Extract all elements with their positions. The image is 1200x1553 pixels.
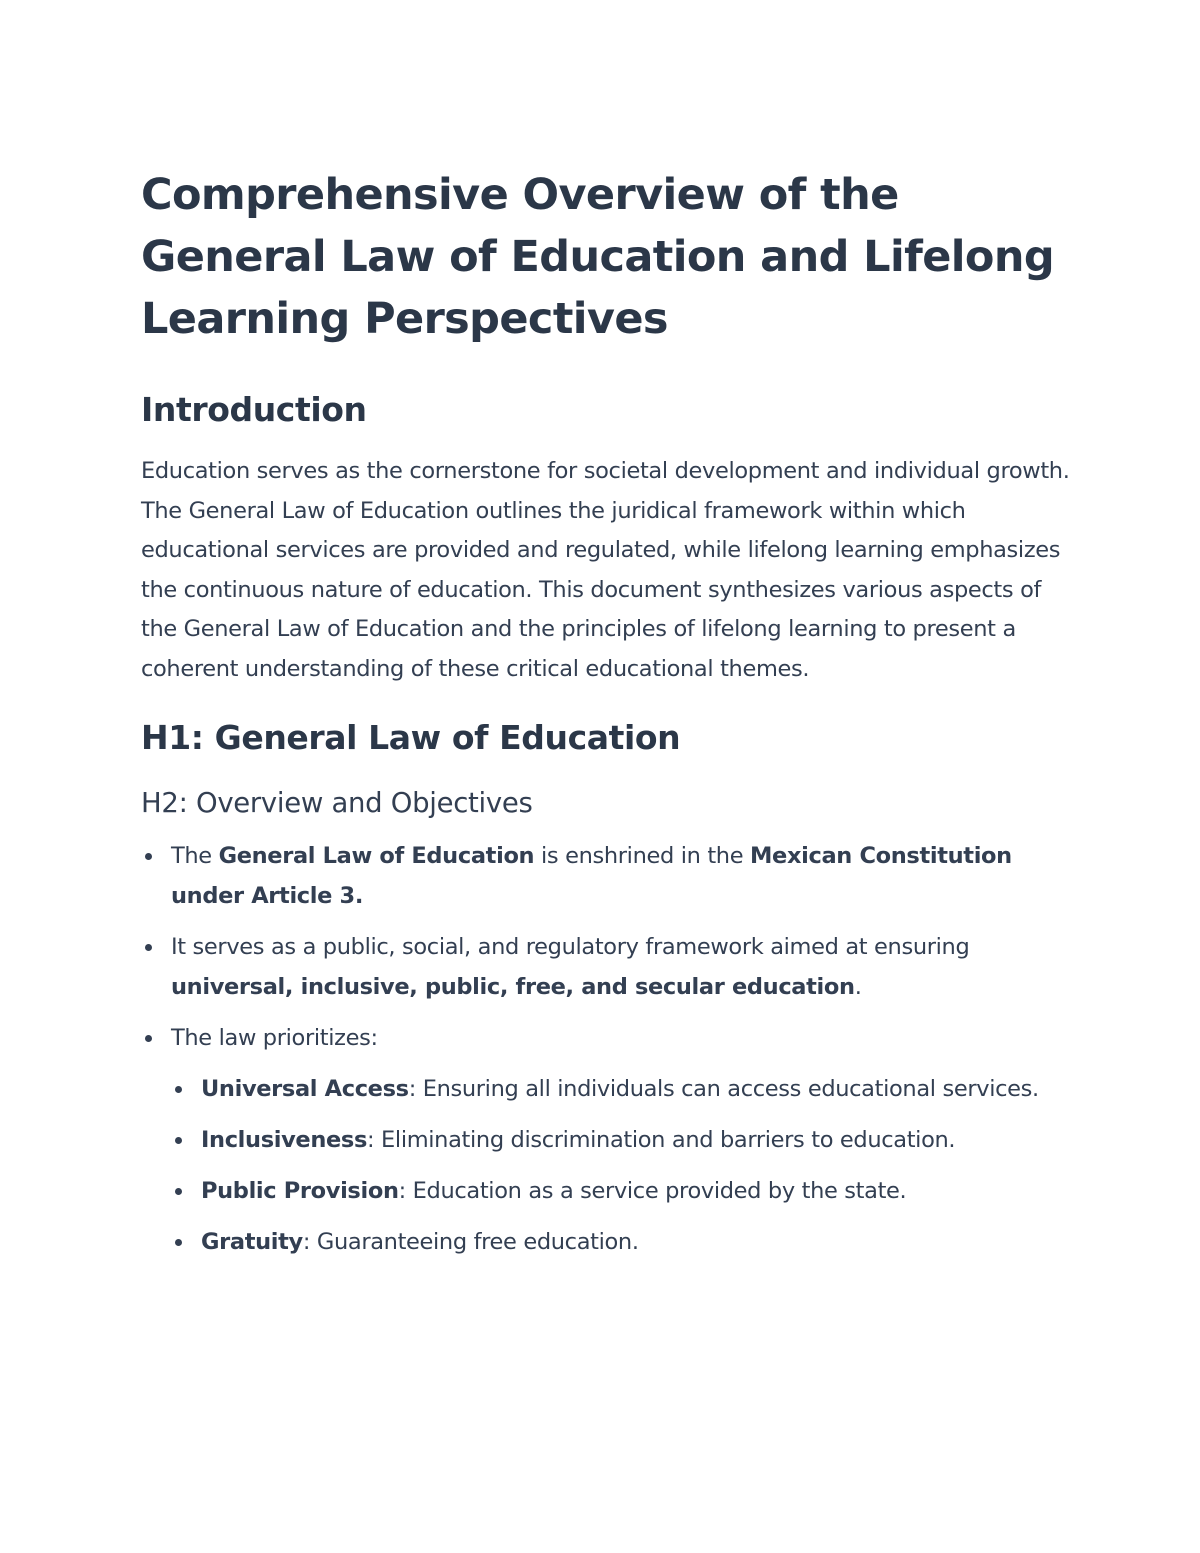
priority-label: Universal Access [201, 1075, 409, 1102]
priority-text: : Education as a service provided by the state. [398, 1177, 907, 1204]
sub-list-item [171, 1120, 1071, 1160]
list-item-text: . [854, 973, 862, 1000]
priority-text: : Guaranteeing free education. [302, 1228, 639, 1255]
bullet-icon [175, 1239, 182, 1246]
list-item [141, 836, 1071, 916]
sub-list-item [171, 1222, 1071, 1262]
list-item [141, 927, 1071, 1007]
priority-label: Inclusiveness [201, 1126, 368, 1153]
introduction-heading: Introduction [141, 390, 367, 429]
priority-label: Public Provision [201, 1177, 399, 1204]
objectives-list [141, 836, 1071, 1262]
priorities-list [171, 1069, 1071, 1262]
list-item-text: It serves as a public, social, and regulatory framework aimed at ensuring [171, 933, 970, 960]
list-item-text: . [354, 882, 364, 909]
bullet-icon [175, 1086, 182, 1093]
list-item-bold-text: universal, inclusive, public, free, and secular education [171, 973, 855, 1000]
bullet-icon [145, 944, 152, 951]
sub-list-item [171, 1069, 1071, 1109]
bullet-icon [175, 1137, 182, 1144]
section-heading-general-law: H1: General Law of Education [141, 717, 681, 757]
priority-label: Gratuity [201, 1228, 303, 1255]
list-item-bold-text: General Law of Education [218, 842, 535, 869]
list-item-text: The [171, 842, 219, 869]
introduction-paragraph: Education serves as the cornerstone for societal development and individual growth. The General Law of Education outlines the juridical framework within which educational services are provided and regulated, while lifelong learning emphasizes the continuous nature of education. This document synthesizes various aspects of the General Law of Education and the principles of lifelong learning to present a coherent understanding of these critical educational themes. [141, 458, 1070, 682]
list-item-bold-text: Mexican Constitution under Article 3 [171, 842, 1012, 909]
bullet-icon [145, 853, 152, 860]
list-item [141, 1018, 1071, 1262]
priority-text: : Ensuring all individuals can access educational services. [408, 1075, 1039, 1102]
subsection-heading-overview: H2: Overview and Objectives [141, 786, 533, 819]
list-item-text: The law prioritizes: [171, 1024, 378, 1051]
list-item-text: is enshrined in the [534, 842, 751, 869]
bullet-icon [175, 1188, 182, 1195]
document-page [141, 164, 1071, 1273]
bullet-icon [145, 1035, 152, 1042]
document-title: Comprehensive Overview of the General Law of Education and Lifelong Learning Perspectives [141, 170, 1055, 344]
priority-text: : Eliminating discrimination and barriers to education. [367, 1126, 956, 1153]
sub-list-item [171, 1171, 1071, 1211]
